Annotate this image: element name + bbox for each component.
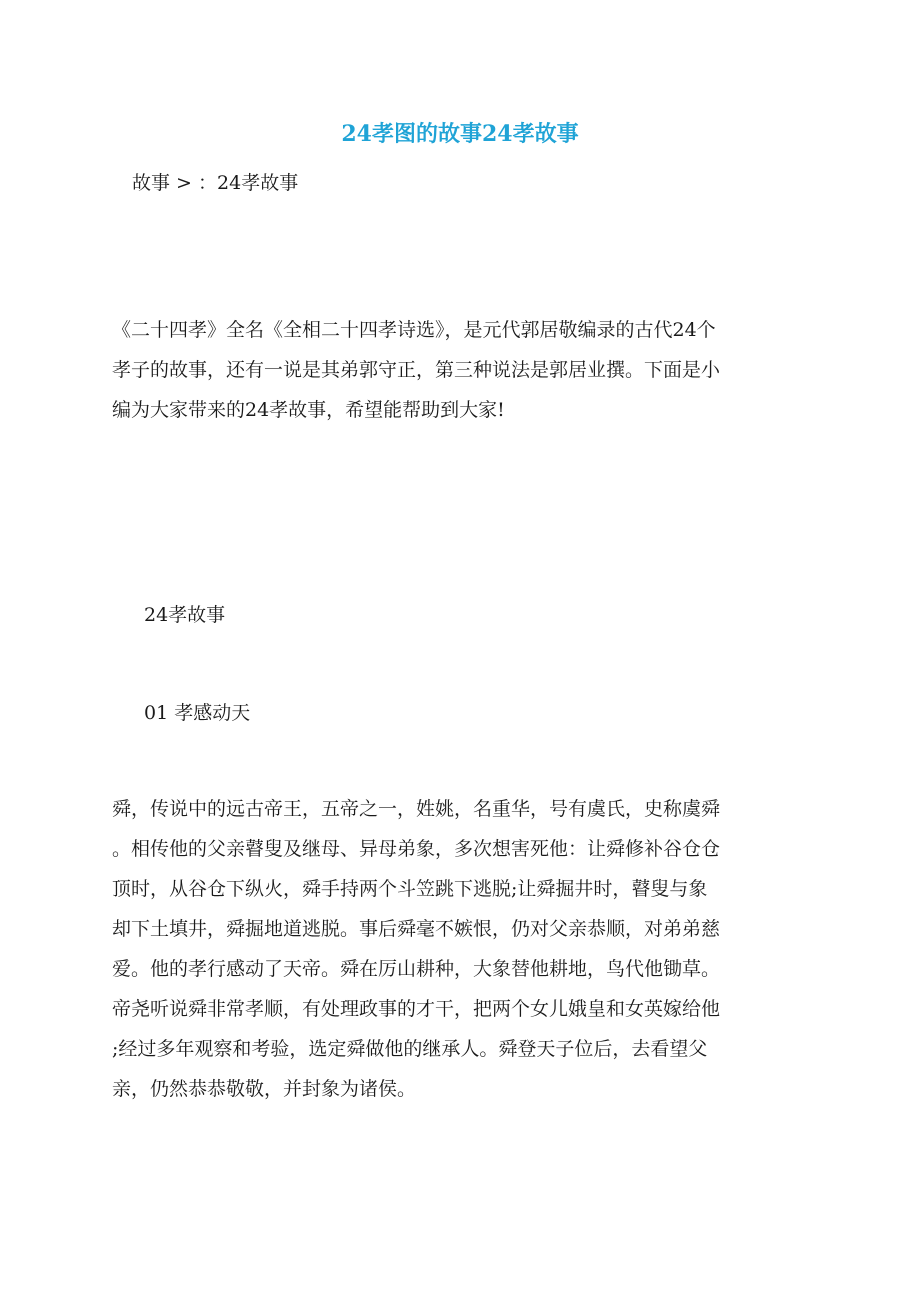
story-line: 亲，仍然恭恭敬敬，并封象为诸侯。 — [112, 1078, 417, 1100]
story-line: 。相传他的父亲瞽叟及继母、异母弟象，多次想害死他：让舜修补谷仓仓 — [112, 838, 721, 860]
breadcrumb — [132, 168, 298, 198]
document-title: 24孝图的故事24孝故事 — [341, 121, 579, 147]
story-line: 顶时，从谷仓下纵火，舜手持两个斗笠跳下逃脱;让舜掘井时，瞽叟与象 — [112, 878, 708, 900]
story-line: ;经过多年观察和考验，选定舜做他的继承人。舜登天子位后，去看望父 — [112, 1038, 708, 1060]
intro-line: 《二十四孝》全名《全相二十四孝诗选》，是元代郭居敬编录的古代24个 — [112, 319, 716, 341]
section-heading: 24孝故事 — [144, 604, 226, 626]
story-paragraph — [112, 789, 812, 1109]
story-line: 帝尧听说舜非常孝顺，有处理政事的才干，把两个女儿娥皇和女英嫁给他 — [112, 998, 721, 1020]
intro-paragraph — [112, 310, 812, 430]
breadcrumb-separator: > — [170, 172, 199, 194]
intro-line: 编为大家带来的24孝故事，希望能帮助到大家! — [112, 399, 505, 421]
story-line: 舜，传说中的远古帝王，五帝之一，姓姚，名重华，号有虞氏，史称虞舜 — [112, 798, 721, 820]
breadcrumb-current: ：24孝故事 — [198, 172, 299, 194]
intro-line: 孝子的故事，还有一说是其弟郭守正，第三种说法是郭居业撰。下面是小 — [112, 359, 721, 381]
breadcrumb-parent-link[interactable]: 故事 — [132, 172, 171, 194]
story-heading: 01 孝感动天 — [144, 702, 251, 724]
story-line: 爱。他的孝行感动了天帝。舜在厉山耕种，大象替他耕地，鸟代他锄草。 — [112, 958, 721, 980]
story-line: 却下土填井，舜掘地道逃脱。事后舜毫不嫉恨，仍对父亲恭顺，对弟弟慈 — [112, 918, 721, 940]
